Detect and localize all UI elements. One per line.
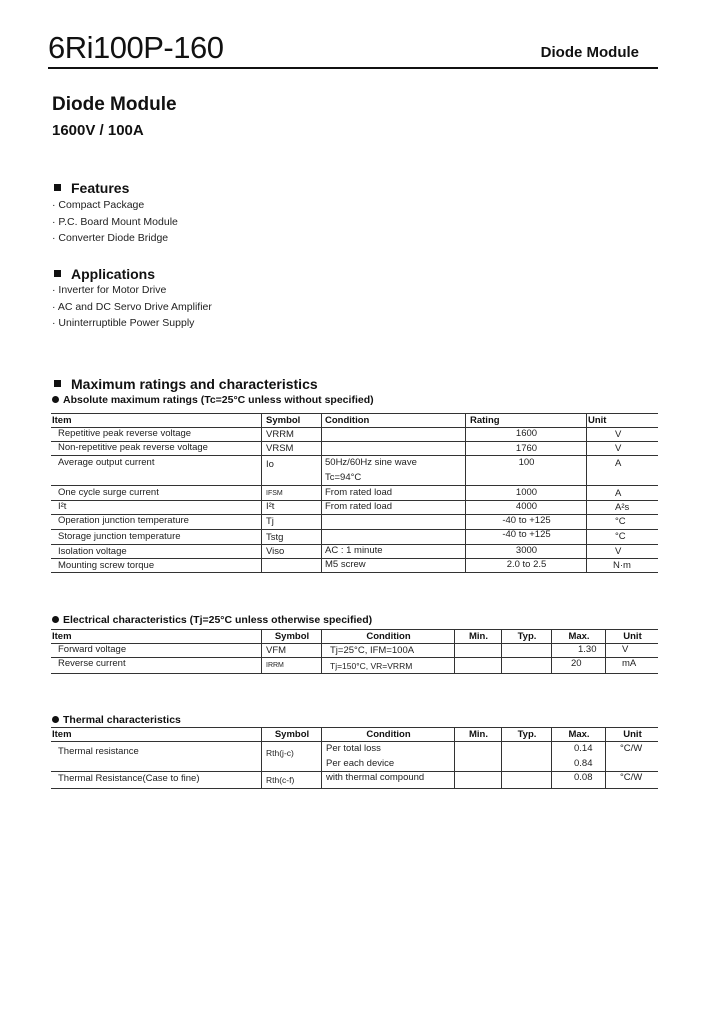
table-row <box>51 657 658 674</box>
cell-unit: N·m <box>613 560 631 571</box>
cell-symbol: IFSM <box>266 490 283 497</box>
col-min: Min. <box>469 729 488 740</box>
col-min: Min. <box>469 631 488 642</box>
features-heading <box>54 180 129 196</box>
cell-condition-2: Tc=94°C <box>325 472 362 483</box>
part-number: 6Ri100P-160 <box>48 30 224 65</box>
col-rating: Rating <box>470 415 500 426</box>
cell-item: Reverse current <box>58 658 126 669</box>
cell-symbol: VRRM <box>266 429 294 440</box>
col-condition: Condition <box>366 631 411 642</box>
col-condition: Condition <box>366 729 411 740</box>
square-bullet-icon <box>54 184 61 191</box>
square-bullet-icon <box>54 270 61 277</box>
cell-condition: Tj=25°C, IFM=100A <box>330 645 415 656</box>
list-item: · Compact Package <box>52 199 145 211</box>
header-type: Diode Module <box>540 44 639 61</box>
cell-symbol: VRSM <box>266 443 294 454</box>
abs-max-heading <box>52 394 374 406</box>
cell-unit: °C <box>615 516 626 527</box>
cell-rating: 3000 <box>515 545 538 556</box>
cell-item: Forward voltage <box>58 644 127 655</box>
list-item: · Uninterruptible Power Supply <box>52 317 195 329</box>
cell-rating: 2.0 to 2.5 <box>506 559 547 570</box>
cell-rating: 1760 <box>515 443 538 454</box>
cell-condition: Tj=150°C, VR=VRRM <box>330 661 413 671</box>
elec-table <box>51 629 658 675</box>
col-item: Item <box>52 415 72 426</box>
cell-item: Thermal resistance <box>58 746 139 757</box>
list-item: · Converter Diode Bridge <box>52 232 169 244</box>
table-row <box>51 529 658 545</box>
applications-heading-text: Applications <box>71 266 156 282</box>
col-unit: Unit <box>623 729 642 740</box>
max-ratings-heading <box>54 376 318 392</box>
table-row <box>51 514 658 530</box>
cell-max: 0.14 <box>574 743 593 754</box>
cell-rating: 4000 <box>515 501 538 512</box>
table-row <box>51 558 658 573</box>
cell-item: Repetitive peak reverse voltage <box>58 428 192 439</box>
thermal-heading-text: Thermal characteristics <box>63 714 181 726</box>
cell-symbol: Rth(j-c) <box>266 748 294 758</box>
cell-unit: V <box>615 546 622 557</box>
cell-max: 0.08 <box>574 772 593 783</box>
cell-symbol: Viso <box>266 546 285 557</box>
col-unit: Unit <box>623 631 642 642</box>
round-bullet-icon <box>52 396 59 403</box>
cell-condition: Per total loss <box>326 743 381 754</box>
col-symbol: Symbol <box>274 729 310 740</box>
cell-unit: A <box>615 458 622 469</box>
cell-unit: °C/W <box>620 772 643 783</box>
table-row <box>51 741 658 772</box>
table-row <box>51 486 658 501</box>
cell-item: Thermal Resistance(Case to fine) <box>58 773 200 784</box>
cell-condition: M5 screw <box>325 559 366 570</box>
cell-item: Operation junction temperature <box>58 515 189 526</box>
cell-symbol: Tj <box>266 516 274 527</box>
table-header-row <box>51 727 658 742</box>
elec-heading <box>52 614 372 626</box>
cell-unit: V <box>615 429 622 440</box>
col-symbol: Symbol <box>266 415 301 426</box>
col-unit: Unit <box>588 415 607 426</box>
abs-max-heading-text: Absolute maximum ratings (Tc=25°C unless without specified) <box>63 394 374 406</box>
cell-rating: 1600 <box>515 428 538 439</box>
page-title: Diode Module <box>52 94 177 115</box>
cell-symbol: Tstg <box>266 532 284 543</box>
list-item: · AC and DC Servo Drive Amplifier <box>52 300 212 313</box>
col-item: Item <box>52 729 72 740</box>
cell-max: 1.30 <box>578 644 597 655</box>
cell-rating: 100 <box>518 457 535 468</box>
cell-item: Non-repetitive peak reverse voltage <box>58 442 208 453</box>
col-typ: Typ. <box>517 729 537 740</box>
page-subtitle: 1600V / 100A <box>52 122 144 139</box>
table-row <box>51 771 658 789</box>
cell-condition: with thermal compound <box>326 772 425 783</box>
cell-symbol: Io <box>266 459 274 470</box>
cell-unit: °C <box>615 531 626 542</box>
cell-unit: A <box>615 488 622 499</box>
round-bullet-icon <box>52 616 59 623</box>
table-row <box>51 456 658 486</box>
cell-unit: V <box>622 644 629 655</box>
col-item: Item <box>52 631 72 642</box>
features-heading-text: Features <box>71 180 130 196</box>
cell-item: Mounting screw torque <box>58 560 155 571</box>
list-item: · P.C. Board Mount Module <box>52 215 178 228</box>
cell-item: I²t <box>58 501 67 512</box>
cell-max: 20 <box>571 658 582 669</box>
cell-item: One cycle surge current <box>58 487 159 498</box>
cell-condition: 50Hz/60Hz sine wave <box>325 457 417 468</box>
applications-heading <box>54 266 155 282</box>
col-max: Max. <box>568 729 590 740</box>
table-header-row <box>51 413 658 428</box>
cell-rating: -40 to +125 <box>502 529 551 540</box>
applications-list <box>52 282 212 332</box>
cell-rating: 1000 <box>515 487 538 498</box>
col-condition: Condition <box>325 415 370 426</box>
table-header-row <box>51 629 658 644</box>
cell-symbol: IRRM <box>266 662 284 669</box>
cell-unit: °C/W <box>620 743 643 754</box>
cell-condition-2: Per each device <box>326 758 395 769</box>
col-symbol: Symbol <box>274 631 310 642</box>
table-row <box>51 441 658 456</box>
thermal-table <box>51 727 658 791</box>
round-bullet-icon <box>52 716 59 723</box>
col-typ: Typ. <box>517 631 537 642</box>
table-row <box>51 500 658 515</box>
table-row <box>51 427 658 442</box>
cell-item: Storage junction temperature <box>58 531 181 542</box>
cell-condition: AC : 1 minute <box>325 545 383 556</box>
max-ratings-heading-text: Maximum ratings and characteristics <box>71 376 318 392</box>
cell-symbol: Rth(c-f) <box>266 775 295 785</box>
cell-max-2: 0.84 <box>574 758 593 769</box>
elec-heading-text: Electrical characteristics (Tj=25°C unless otherwise specified) <box>63 614 373 626</box>
cell-unit: mA <box>622 658 637 669</box>
list-item: · Inverter for Motor Drive <box>52 284 167 296</box>
abs-max-table <box>51 413 658 573</box>
table-row <box>51 544 658 559</box>
cell-unit: A²s <box>615 502 630 513</box>
cell-symbol: I²t <box>266 501 275 512</box>
header-rule <box>48 67 658 69</box>
cell-condition: From rated load <box>325 501 393 512</box>
features-list <box>52 197 178 247</box>
table-row <box>51 643 658 658</box>
cell-condition: From rated load <box>325 487 393 498</box>
cell-item: Isolation voltage <box>58 546 127 557</box>
cell-item: Average output current <box>58 457 155 468</box>
col-max: Max. <box>568 631 590 642</box>
thermal-heading <box>52 714 181 726</box>
square-bullet-icon <box>54 380 61 387</box>
cell-unit: V <box>615 443 622 454</box>
cell-rating: -40 to +125 <box>502 515 551 526</box>
cell-symbol: VFM <box>266 645 287 656</box>
